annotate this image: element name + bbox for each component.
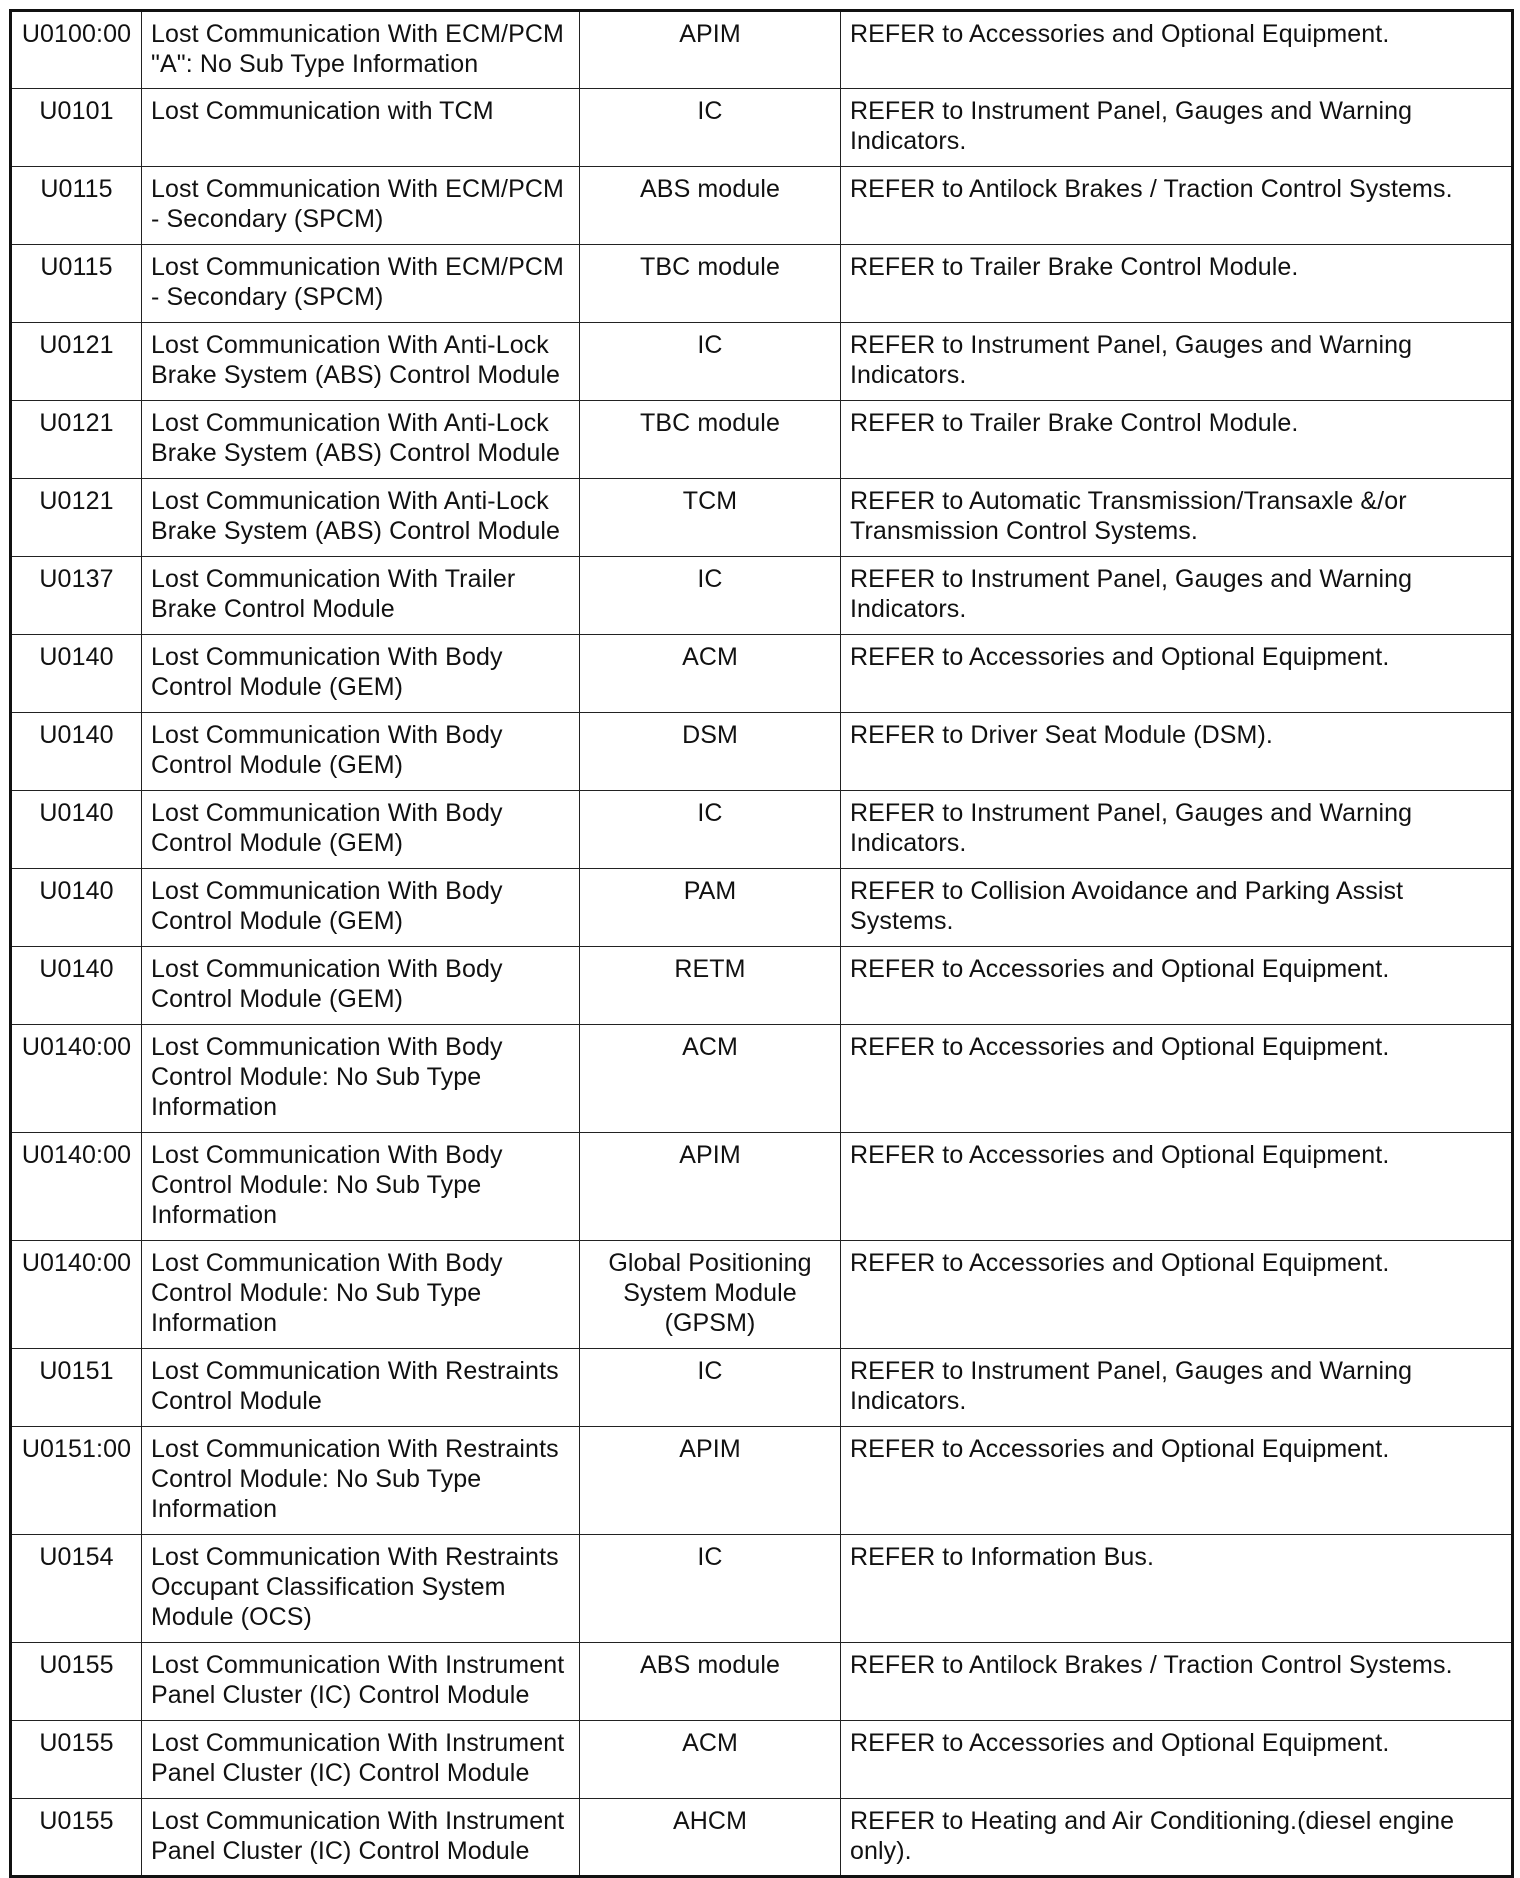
table-row xyxy=(11,947,1513,1025)
dtc-code-cell: U0155 xyxy=(11,1643,142,1721)
dtc-code-cell: U0151 xyxy=(11,1349,142,1427)
action-cell: REFER to Accessories and Optional Equipment. xyxy=(841,1025,1513,1133)
dtc-code-cell: U0155 xyxy=(11,1799,142,1877)
dtc-code-cell: U0115 xyxy=(11,167,142,245)
action-cell: REFER to Trailer Brake Control Module. xyxy=(841,401,1513,479)
table-row xyxy=(11,1133,1513,1241)
action-cell: REFER to Instrument Panel, Gauges and Warning Indicators. xyxy=(841,1349,1513,1427)
dtc-code-cell: U0140 xyxy=(11,869,142,947)
module-cell: ABS module xyxy=(580,1643,841,1721)
dtc-code-cell: U0140 xyxy=(11,713,142,791)
dtc-code-cell: U0121 xyxy=(11,401,142,479)
dtc-description-cell: Lost Communication With Restraints Control Module: No Sub Type Information xyxy=(142,1427,580,1535)
dtc-table xyxy=(9,9,1514,1878)
dtc-table-body xyxy=(11,11,1513,1877)
table-row xyxy=(11,1721,1513,1799)
module-cell: APIM xyxy=(580,1427,841,1535)
action-cell: REFER to Instrument Panel, Gauges and Warning Indicators. xyxy=(841,791,1513,869)
module-cell: RETM xyxy=(580,947,841,1025)
action-cell: REFER to Antilock Brakes / Traction Control Systems. xyxy=(841,167,1513,245)
action-cell: REFER to Collision Avoidance and Parking Assist Systems. xyxy=(841,869,1513,947)
action-cell: REFER to Driver Seat Module (DSM). xyxy=(841,713,1513,791)
table-row xyxy=(11,1535,1513,1643)
module-cell: IC xyxy=(580,791,841,869)
action-cell: REFER to Heating and Air Conditioning.(diesel engine only). xyxy=(841,1799,1513,1877)
dtc-description-cell: Lost Communication With Body Control Module (GEM) xyxy=(142,791,580,869)
dtc-code-cell: U0154 xyxy=(11,1535,142,1643)
dtc-code-cell: U0140:00 xyxy=(11,1241,142,1349)
dtc-description-cell: Lost Communication With Trailer Brake Control Module xyxy=(142,557,580,635)
module-cell: ACM xyxy=(580,1721,841,1799)
dtc-description-cell: Lost Communication With Restraints Control Module xyxy=(142,1349,580,1427)
table-row xyxy=(11,1349,1513,1427)
table-row xyxy=(11,635,1513,713)
table-row xyxy=(11,167,1513,245)
action-cell: REFER to Accessories and Optional Equipment. xyxy=(841,1241,1513,1349)
table-row xyxy=(11,713,1513,791)
table-row xyxy=(11,479,1513,557)
table-row xyxy=(11,1025,1513,1133)
dtc-description-cell: Lost Communication With Instrument Panel Cluster (IC) Control Module xyxy=(142,1799,580,1877)
dtc-description-cell: Lost Communication With Anti-Lock Brake System (ABS) Control Module xyxy=(142,401,580,479)
dtc-code-cell: U0140:00 xyxy=(11,1133,142,1241)
module-cell: TCM xyxy=(580,479,841,557)
dtc-description-cell: Lost Communication With Anti-Lock Brake System (ABS) Control Module xyxy=(142,323,580,401)
table-row xyxy=(11,323,1513,401)
dtc-description-cell: Lost Communication with TCM xyxy=(142,89,580,167)
table-row xyxy=(11,557,1513,635)
action-cell: REFER to Accessories and Optional Equipment. xyxy=(841,947,1513,1025)
dtc-code-cell: U0140 xyxy=(11,947,142,1025)
table-row xyxy=(11,1427,1513,1535)
dtc-description-cell: Lost Communication With ECM/PCM "A": No Sub Type Information xyxy=(142,11,580,89)
action-cell: REFER to Information Bus. xyxy=(841,1535,1513,1643)
module-cell: AHCM xyxy=(580,1799,841,1877)
module-cell: IC xyxy=(580,323,841,401)
dtc-code-cell: U0121 xyxy=(11,479,142,557)
action-cell: REFER to Accessories and Optional Equipment. xyxy=(841,635,1513,713)
dtc-code-cell: U0155 xyxy=(11,1721,142,1799)
dtc-code-cell: U0121 xyxy=(11,323,142,401)
action-cell: REFER to Instrument Panel, Gauges and Warning Indicators. xyxy=(841,557,1513,635)
table-row xyxy=(11,11,1513,89)
dtc-description-cell: Lost Communication With Anti-Lock Brake System (ABS) Control Module xyxy=(142,479,580,557)
action-cell: REFER to Accessories and Optional Equipment. xyxy=(841,1427,1513,1535)
dtc-code-cell: U0101 xyxy=(11,89,142,167)
action-cell: REFER to Automatic Transmission/Transaxle &/or Transmission Control Systems. xyxy=(841,479,1513,557)
dtc-description-cell: Lost Communication With Body Control Module: No Sub Type Information xyxy=(142,1241,580,1349)
module-cell: IC xyxy=(580,89,841,167)
module-cell: IC xyxy=(580,1349,841,1427)
dtc-description-cell: Lost Communication With Body Control Module (GEM) xyxy=(142,713,580,791)
dtc-description-cell: Lost Communication With ECM/PCM - Secondary (SPCM) xyxy=(142,245,580,323)
module-cell: TBC module xyxy=(580,401,841,479)
dtc-description-cell: Lost Communication With Body Control Module: No Sub Type Information xyxy=(142,1133,580,1241)
dtc-description-cell: Lost Communication With Body Control Module (GEM) xyxy=(142,947,580,1025)
dtc-code-cell: U0151:00 xyxy=(11,1427,142,1535)
table-row xyxy=(11,401,1513,479)
module-cell: APIM xyxy=(580,1133,841,1241)
module-cell: ACM xyxy=(580,635,841,713)
module-cell: Global Positioning System Module (GPSM) xyxy=(580,1241,841,1349)
action-cell: REFER to Accessories and Optional Equipment. xyxy=(841,1721,1513,1799)
dtc-code-cell: U0115 xyxy=(11,245,142,323)
action-cell: REFER to Trailer Brake Control Module. xyxy=(841,245,1513,323)
module-cell: IC xyxy=(580,557,841,635)
table-row xyxy=(11,245,1513,323)
dtc-description-cell: Lost Communication With Instrument Panel Cluster (IC) Control Module xyxy=(142,1643,580,1721)
module-cell: DSM xyxy=(580,713,841,791)
dtc-code-cell: U0100:00 xyxy=(11,11,142,89)
action-cell: REFER to Instrument Panel, Gauges and Warning Indicators. xyxy=(841,89,1513,167)
dtc-code-cell: U0140 xyxy=(11,635,142,713)
dtc-description-cell: Lost Communication With Instrument Panel Cluster (IC) Control Module xyxy=(142,1721,580,1799)
action-cell: REFER to Accessories and Optional Equipment. xyxy=(841,11,1513,89)
dtc-description-cell: Lost Communication With ECM/PCM - Secondary (SPCM) xyxy=(142,167,580,245)
module-cell: TBC module xyxy=(580,245,841,323)
dtc-description-cell: Lost Communication With Body Control Module (GEM) xyxy=(142,635,580,713)
table-row xyxy=(11,1241,1513,1349)
action-cell: REFER to Instrument Panel, Gauges and Warning Indicators. xyxy=(841,323,1513,401)
dtc-code-cell: U0137 xyxy=(11,557,142,635)
table-row xyxy=(11,1799,1513,1877)
dtc-description-cell: Lost Communication With Body Control Module (GEM) xyxy=(142,869,580,947)
table-row xyxy=(11,869,1513,947)
module-cell: ABS module xyxy=(580,167,841,245)
action-cell: REFER to Accessories and Optional Equipment. xyxy=(841,1133,1513,1241)
dtc-code-cell: U0140 xyxy=(11,791,142,869)
action-cell: REFER to Antilock Brakes / Traction Control Systems. xyxy=(841,1643,1513,1721)
module-cell: IC xyxy=(580,1535,841,1643)
table-row xyxy=(11,1643,1513,1721)
table-row xyxy=(11,89,1513,167)
module-cell: PAM xyxy=(580,869,841,947)
dtc-code-cell: U0140:00 xyxy=(11,1025,142,1133)
table-row xyxy=(11,791,1513,869)
dtc-description-cell: Lost Communication With Body Control Module: No Sub Type Information xyxy=(142,1025,580,1133)
dtc-description-cell: Lost Communication With Restraints Occupant Classification System Module (OCS) xyxy=(142,1535,580,1643)
module-cell: APIM xyxy=(580,11,841,89)
module-cell: ACM xyxy=(580,1025,841,1133)
